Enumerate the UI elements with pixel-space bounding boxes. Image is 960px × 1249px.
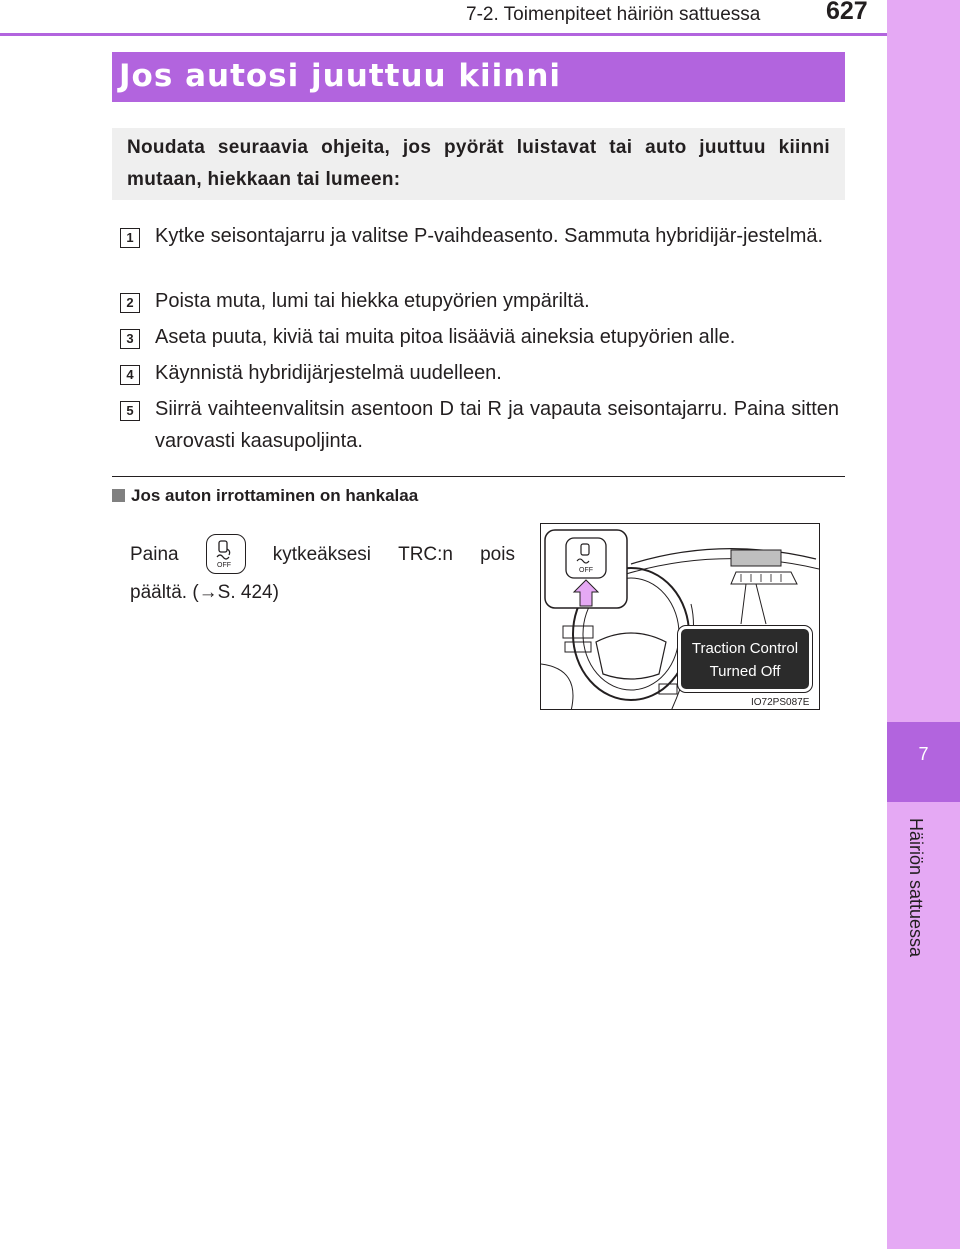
- intro-box: [112, 128, 845, 200]
- trc-off-button-icon: [206, 534, 246, 574]
- square-bullet-icon: [112, 489, 125, 502]
- title-bar: [112, 52, 845, 102]
- para-word-paina: Paina: [130, 543, 179, 565]
- step-number-5: 5: [120, 401, 140, 421]
- page-number: 627: [826, 0, 868, 25]
- subsection-heading: [112, 486, 418, 506]
- step-text-5: Siirrä vaihteenvalitsin asentoon D tai R ja vapauta seisontajarru. Paina sitten varovasti kaasupoljinta.: [155, 398, 839, 452]
- page-header: [0, 0, 887, 36]
- step-text-1: Kytke seisontajarru ja valitse P-vaihdeasento. Sammuta hybridijär-jestelmä.: [155, 225, 824, 247]
- intro-text: Noudata seuraavia ohjeita, jos pyörät luistavat tai auto juuttuu kiinni mutaan, hiekkaan tai lumeen:: [127, 137, 830, 190]
- page-title: Jos autosi juuttuu kiinni: [119, 58, 562, 94]
- message-line-2: Turned Off: [709, 663, 781, 680]
- para-line-2: päältä. (→S. 424): [130, 582, 279, 603]
- chapter-number: 7: [918, 744, 929, 764]
- step-number-1: 1: [120, 228, 140, 248]
- para-word-trc: TRC:n: [398, 543, 453, 565]
- step-text-3: Aseta puuta, kiviä tai muita pitoa lisääviä aineksia etupyörien alle.: [155, 326, 736, 348]
- step-text-2: Poista muta, lumi tai hiekka etupyörien ympäriltä.: [155, 290, 590, 312]
- illus-button-label: OFF: [579, 567, 593, 574]
- para-word-kytkeaksesi: kytkeäksesi: [272, 543, 371, 565]
- step-number-4: 4: [120, 365, 140, 385]
- chapter-number-tab[interactable]: [887, 722, 960, 802]
- message-line-1: Traction Control: [691, 640, 799, 657]
- section-title: 7-2. Toimenpiteet häiriön sattuessa: [466, 4, 761, 25]
- step-number-2: 2: [120, 293, 140, 313]
- para-word-pois: pois: [480, 543, 515, 565]
- chapter-side-tab: [887, 0, 960, 1249]
- trc-button-label: OFF: [216, 562, 231, 569]
- step-text-4: Käynnistä hybridijärjestelmä uudelleen.: [155, 362, 502, 384]
- instruction-paragraph: [130, 534, 515, 611]
- dashboard-illustration: [540, 523, 820, 710]
- step-number-3: 3: [120, 329, 140, 349]
- illustration-code: IO72PS087E: [751, 697, 810, 708]
- section-divider: [112, 476, 845, 477]
- traction-control-message: [678, 626, 812, 692]
- subsection-heading-text: Jos auton irrottaminen on hankalaa: [131, 486, 419, 505]
- chapter-title: Häiriön sattuessa: [906, 818, 926, 958]
